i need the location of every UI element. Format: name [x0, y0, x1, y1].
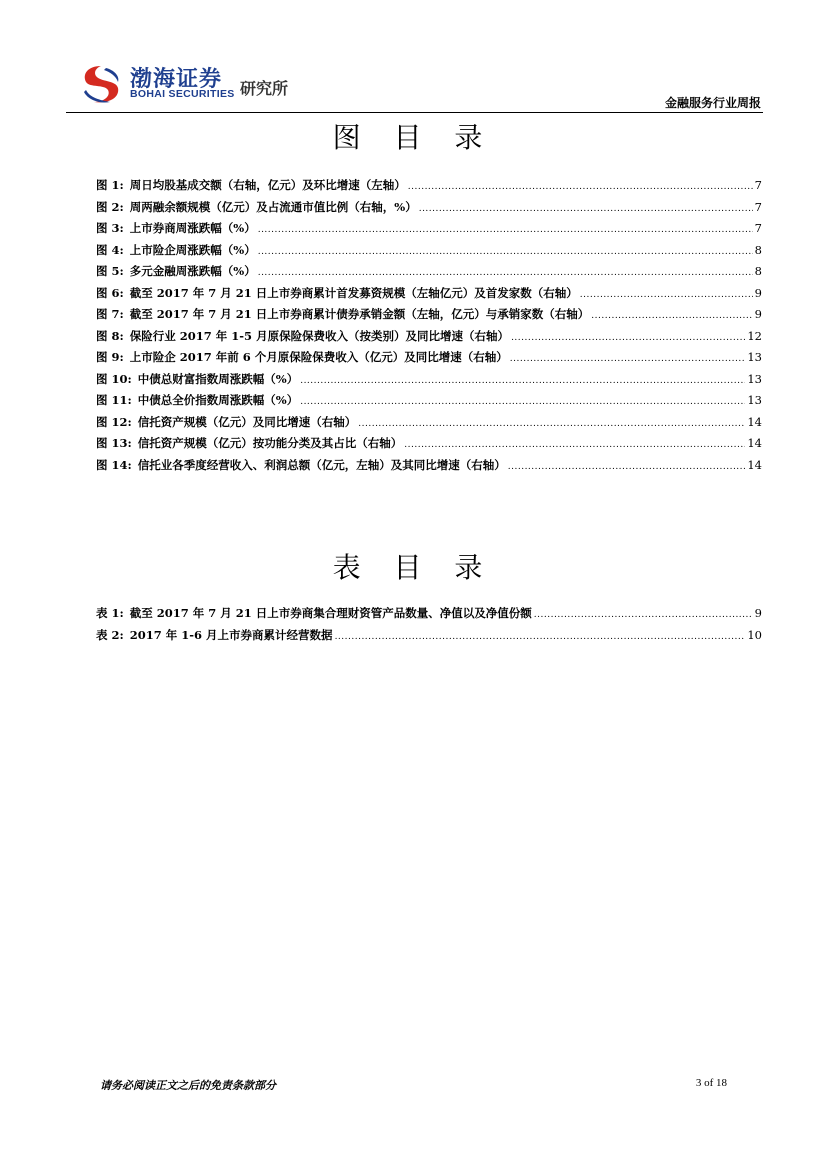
toc-entry-label	[96, 220, 256, 236]
toc-entry-label	[96, 392, 298, 408]
toc-entry-page: 9	[754, 606, 762, 620]
brand-name-en: BOHAI SECURITIES	[130, 88, 235, 100]
toc-entry-label	[96, 349, 508, 365]
toc-entry-number: 图 12:	[96, 414, 132, 429]
toc-entry-label	[96, 435, 402, 451]
toc-entry-label	[96, 285, 578, 301]
toc-entry[interactable]	[96, 371, 762, 393]
toc-entry-title: 多元金融周涨跌幅（%）	[129, 264, 256, 278]
toc-entry-label	[96, 263, 256, 279]
toc-entry-number: 图 2:	[96, 199, 124, 214]
header-divider	[66, 112, 763, 113]
toc-entry-title: 截至 2017 年 7 月 21 日上市券商累计首发募资规模（左轴亿元）及首发家数（右轴）	[129, 285, 578, 300]
toc-dot-leader	[408, 182, 753, 192]
toc-entry-number: 图 9:	[96, 350, 124, 364]
toc-entry-number: 图 6:	[96, 285, 124, 300]
toc-dot-leader	[510, 354, 746, 364]
toc-dot-leader	[300, 397, 745, 407]
toc-entry-page: 13	[747, 393, 762, 407]
page-number: 3 of 18	[695, 1077, 727, 1089]
toc-dot-leader	[258, 225, 753, 235]
toc-entry-title: 信托业各季度经营收入、利润总额（亿元，左轴）及其同比增速（右轴）	[137, 457, 506, 472]
toc-entry-label	[96, 242, 256, 258]
toc-dot-leader	[300, 376, 745, 386]
toc-entry-title: 信托资产规模（亿元）按功能分类及其占比（右轴）	[137, 436, 403, 450]
toc-entry-label	[96, 627, 333, 643]
toc-dot-leader	[534, 610, 753, 620]
toc-entry-title: 中债总全价指数周涨跌幅（%）	[137, 393, 299, 407]
toc-entry-page: 10	[747, 627, 762, 642]
toc-dot-leader	[508, 462, 746, 472]
toc-entry-title: 周日均股基成交额（右轴，亿元）及环比增速（左轴）	[129, 178, 406, 192]
toc-entry-label	[96, 371, 298, 387]
toc-entry-title: 截至 2017 年 7 月 21 日上市券商累计债券承销金额（左轴，亿元）与承销家数（右轴）	[129, 307, 590, 321]
toc-entry-number: 图 3:	[96, 221, 124, 235]
page-header	[66, 60, 763, 116]
company-logo	[78, 60, 318, 108]
toc-entry-label	[96, 306, 589, 322]
toc-entry-page: 12	[747, 328, 762, 343]
toc-entry-title: 上市险企周涨跌幅（%）	[129, 242, 256, 257]
toc-entry-number: 图 4:	[96, 242, 124, 257]
toc-dot-leader	[335, 632, 746, 642]
toc-entry[interactable]	[96, 457, 762, 479]
toc-entry-page: 8	[754, 264, 762, 278]
toc-dot-leader	[419, 204, 753, 214]
toc-entry-title: 上市险企 2017 年前 6 个月原保险保费收入（亿元）及同比增速（右轴）	[129, 350, 508, 364]
toc-entry-number: 图 10:	[96, 371, 132, 386]
toc-entry-page: 8	[754, 242, 762, 257]
toc-entry-page: 9	[754, 285, 762, 300]
figures-section-title: 图 目 录	[332, 121, 495, 154]
toc-entry-number: 图 14:	[96, 457, 132, 472]
toc-dot-leader	[591, 311, 752, 321]
toc-entry-number: 图 8:	[96, 328, 124, 343]
toc-entry[interactable]	[96, 349, 762, 371]
toc-entry[interactable]	[96, 627, 762, 649]
toc-entry-title: 上市券商周涨跌幅（%）	[129, 221, 256, 235]
toc-entry[interactable]	[96, 177, 762, 199]
bohai-logo-icon	[78, 62, 124, 106]
toc-entry-page: 7	[754, 199, 762, 214]
toc-dot-leader	[358, 419, 745, 429]
toc-entry[interactable]	[96, 328, 762, 350]
toc-entry[interactable]	[96, 435, 762, 457]
toc-entry-title: 保险行业 2017 年 1-5 月原保险保费收入（按类别）及同比增速（右轴）	[129, 328, 510, 343]
toc-entry-number: 图 5:	[96, 264, 124, 278]
toc-entry-page: 13	[747, 371, 762, 386]
toc-entry-number: 图 11:	[96, 393, 132, 407]
toc-entry-number: 表 1:	[96, 606, 124, 620]
toc-entry[interactable]	[96, 199, 762, 221]
report-type: 金融服务行业周报	[664, 96, 761, 110]
toc-entry-label	[96, 457, 506, 473]
toc-entry[interactable]	[96, 605, 762, 627]
toc-entry-number: 图 7:	[96, 307, 124, 321]
toc-entry-title: 截至 2017 年 7 月 21 日上市券商集合理财资管产品数量、净值以及净值份额	[129, 606, 532, 620]
toc-entry-page: 9	[754, 307, 762, 321]
toc-dot-leader	[258, 268, 753, 278]
toc-entry-title: 信托资产规模（亿元）及同比增速（右轴）	[137, 414, 357, 429]
institute-name: 研究所	[240, 79, 289, 98]
toc-entry-number: 图 1:	[96, 178, 124, 192]
disclaimer-note: 请务必阅读正文之后的免责条款部分	[100, 1079, 276, 1092]
toc-entry-page: 7	[754, 178, 762, 192]
toc-entry-number: 图 13:	[96, 436, 132, 450]
toc-entry-title: 2017 年 1-6 月上市券商累计经营数据	[129, 627, 333, 642]
toc-entry[interactable]	[96, 392, 762, 414]
toc-dot-leader	[404, 440, 745, 450]
toc-entry-label	[96, 605, 532, 621]
toc-entry-page: 14	[747, 414, 762, 429]
toc-entry[interactable]	[96, 220, 762, 242]
brand-name-cn: 渤海证券	[130, 67, 223, 92]
toc-entry-label	[96, 414, 356, 430]
toc-entry-label	[96, 328, 509, 344]
toc-dot-leader	[511, 333, 745, 343]
toc-entry[interactable]	[96, 263, 762, 285]
tables-toc	[96, 605, 762, 648]
toc-entry[interactable]	[96, 285, 762, 307]
toc-entry[interactable]	[96, 414, 762, 436]
toc-entry-label	[96, 199, 417, 215]
toc-dot-leader	[258, 247, 753, 257]
tables-section-title: 表 目 录	[332, 551, 495, 584]
toc-entry[interactable]	[96, 242, 762, 264]
toc-entry-title: 周两融余额规模（亿元）及占流通市值比例（右轴，%）	[129, 199, 417, 214]
toc-entry-page: 14	[747, 436, 762, 450]
toc-entry[interactable]	[96, 306, 762, 328]
toc-entry-label	[96, 177, 406, 193]
toc-entry-page: 7	[754, 221, 762, 235]
toc-entry-page: 13	[747, 350, 762, 364]
toc-entry-number: 表 2:	[96, 627, 124, 642]
figures-toc	[96, 177, 762, 478]
toc-dot-leader	[580, 290, 753, 300]
toc-entry-page: 14	[747, 457, 762, 472]
toc-entry-title: 中债总财富指数周涨跌幅（%）	[137, 371, 299, 386]
